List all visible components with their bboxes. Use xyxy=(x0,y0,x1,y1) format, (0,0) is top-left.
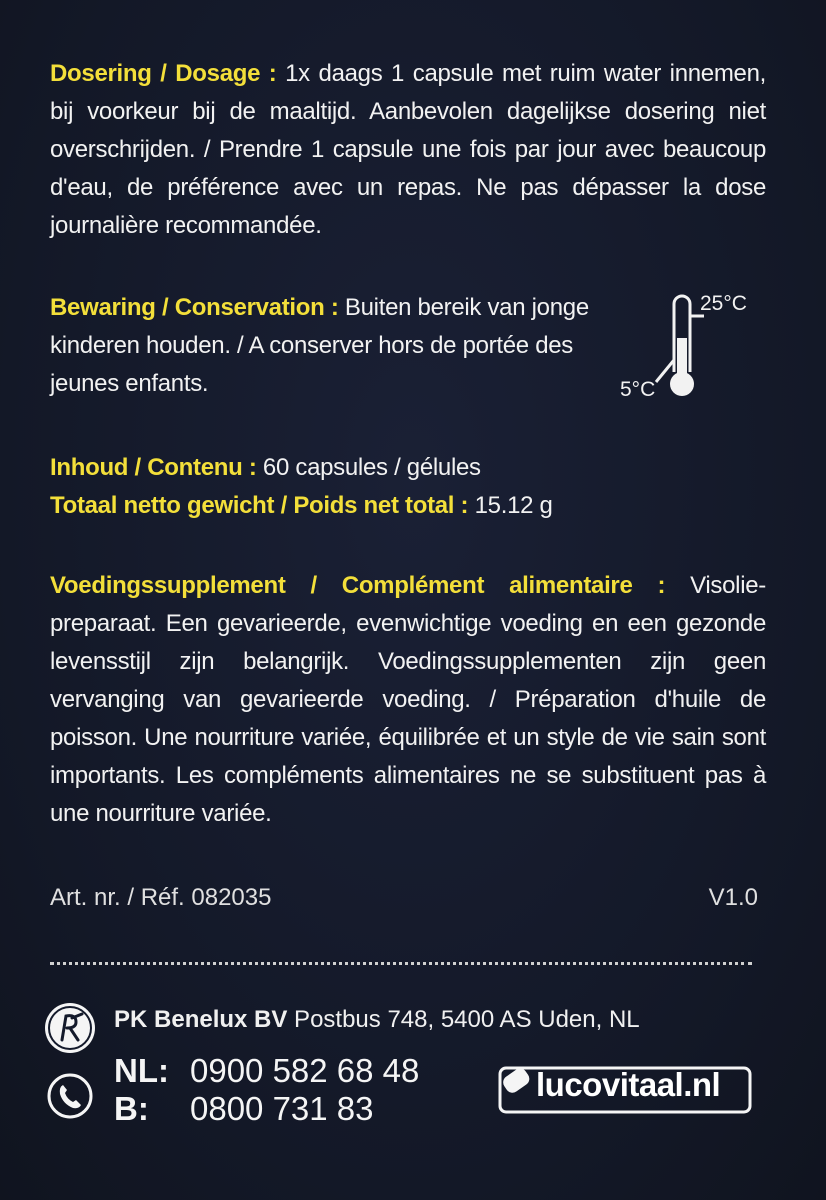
phone-b-number: 0800 731 83 xyxy=(190,1090,374,1127)
phone-nl-label: NL: xyxy=(114,1052,169,1089)
pk-logo-icon xyxy=(42,1000,98,1056)
phone-row-nl xyxy=(114,1052,419,1090)
dosage-section xyxy=(50,55,766,245)
company-name: PK Benelux BV xyxy=(114,1006,288,1033)
supplement-section xyxy=(50,567,766,833)
contents-label: Inhoud / Contenu : xyxy=(50,454,257,481)
supplement-label: Voedingssupplement / Complément alimentaire : xyxy=(50,572,666,599)
contents-value: 60 capsules / gélules xyxy=(256,454,481,481)
dosage-label: Dosering / Dosage : xyxy=(50,60,277,87)
storage-label: Bewaring / Conservation : xyxy=(50,294,339,321)
temp-min-label: 5°C xyxy=(620,378,656,401)
phone-b-label: B: xyxy=(114,1090,149,1127)
contents-section xyxy=(50,449,766,525)
dosage-text: 1x daags 1 capsule met ruim water innemen, bij voorkeur bij de maaltijd. Aanbevolen dagelijkse dosering niet overschrijden. / Prendre 1 capsule une fois par jour avec beaucoup d'eau, de préférence avec un repas. Ne pas dépasser la dose journalière recommandée. xyxy=(50,60,767,239)
phone-nl-number: 0900 582 68 48 xyxy=(190,1052,420,1089)
weight-label: Totaal netto gewicht / Poids net total : xyxy=(50,492,469,519)
contents-line xyxy=(50,449,766,487)
version-label: V1.0 xyxy=(708,884,758,911)
phone-row-b xyxy=(114,1090,374,1128)
temp-max-label: 25°C xyxy=(700,292,747,315)
article-reference: Art. nr. / Réf. 082035 xyxy=(50,884,272,911)
company-address: Postbus 748, 5400 AS Uden, NL xyxy=(287,1006,640,1033)
supplement-text: Visolie-preparaat. Een gevarieerde, evenwichtige voeding en een gezonde levensstijl zijn belangrijk. Voedingssupplementen zijn geen vervanging van gevarieerde voeding. / Préparation d'huile de poisson. Une nourriture variée, équilibrée et un style de vie sain sont importants. Les compléments alimentaires ne se substituent pas à une nourriture variée. xyxy=(50,572,766,827)
storage-text: Buiten bereik van jonge kinderen houden. / A conserver hors de portée des jeunes enfants. xyxy=(50,294,589,397)
dotted-divider xyxy=(50,962,752,965)
company-info xyxy=(114,1006,640,1034)
weight-value: 15.12 g xyxy=(468,492,553,519)
phone-icon xyxy=(46,1072,94,1120)
website-link[interactable]: lucovitaal.nl xyxy=(536,1066,721,1103)
storage-section xyxy=(50,289,620,403)
weight-line xyxy=(50,487,766,525)
